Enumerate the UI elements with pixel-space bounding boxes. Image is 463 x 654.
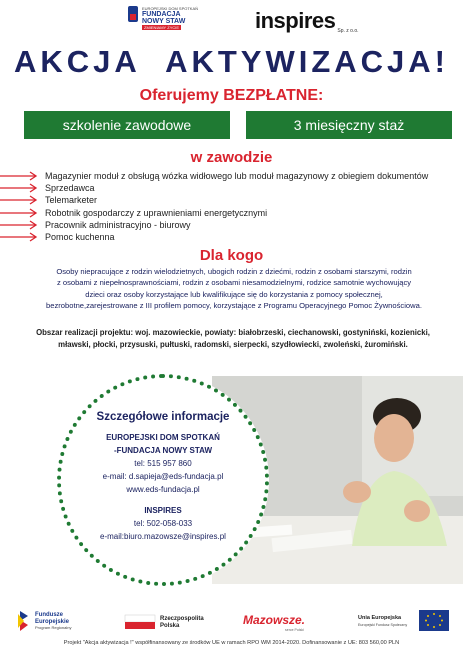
header-logos	[0, 6, 463, 36]
list-item: Magazynier moduł z obsługą wózka widłowego lub moduł magazynowy z obiegiem dokumentów	[0, 170, 463, 182]
offer-heading: Oferujemy BEZPŁATNE:	[139, 87, 324, 104]
org1-phone: tel: 515 957 860	[134, 459, 192, 468]
fundusze-europejskie-logo	[18, 611, 71, 631]
page-title: AKCJA AKTYWIZACJA!	[13, 44, 450, 79]
contact-info	[57, 411, 269, 543]
arrow-right-icon	[0, 183, 38, 193]
rp-line2: Polska	[160, 623, 180, 629]
footer-logos	[0, 606, 463, 636]
org1-email[interactable]: e-mail: d.sapieja@eds-fundacja.pl	[102, 472, 224, 481]
arrow-right-icon	[0, 195, 38, 205]
project-area: Obszar realizacji projektu: woj. mazowieckie, powiaty: białobrzeski, ciechanowski, gostyniński, kozienicki, mławski, płocki, przysuski, pułtuski, radomski, sierpecki, szydłowiecki, zwoleński, żuromiński.	[36, 328, 430, 349]
org1-name-line1: EUROPEJSKI DOM SPOTKAŃ	[106, 433, 220, 442]
rp-line1: Rzeczpospolita	[160, 616, 204, 622]
fe-line2: Europejskie	[35, 619, 70, 625]
funding-note: Projekt "Akcja aktywizacja !" współfinansowany ze środków UE w ramach RPO WM 2014-2020. Dofinansowanie z UE: 803 560,00 PLN	[63, 640, 400, 646]
offer-box-internship: 3 miesięczny staż	[246, 111, 452, 139]
org1-name-line2: -FUNDACJA NOWY STAW	[113, 446, 213, 455]
list-item: Robotnik gospodarczy z uprawnieniami energetycznymi	[0, 207, 463, 219]
fe-line1: Fundusze	[35, 612, 63, 618]
list-item: Sprzedawca	[0, 182, 463, 194]
arrow-right-icon	[0, 232, 38, 242]
fundacja-emblem-icon	[128, 6, 138, 22]
arrow-right-icon	[0, 208, 38, 218]
fundacja-nowy-staw-logo	[128, 6, 199, 34]
org2-email[interactable]: e-mail:biuro.mazowsze@inspires.pl	[100, 532, 226, 541]
contact-title: Szczegółowe informacje	[96, 411, 230, 423]
ue-line2: Europejski Fundusz Społeczny	[358, 623, 408, 627]
target-description: Osoby niepracujące z rodzin wielodzietnych, ubogich rodzin z dziećmi, rodzin z osobami starszymi, rodzin z osobami z niepełnosprawnościami, rodzin z osobami niesamodzielnymi, rodzice samotnie wychowujący dzieci oraz osoby korzystające lub kwalifikujące się do korzystania z pomocy społecznej, bezrobotne,zarejestrowane z III profilem pomocy, korzystające z Programu Operacyjnego Pomoc Żywnościowa.	[46, 267, 422, 310]
fundacja-logo-top: EUROPEJSKI DOM SPOTKAŃ	[142, 6, 199, 11]
jobs-heading: w zawodzie	[190, 149, 273, 166]
fundacja-logo-tagline: ZMIENIAMY ŻYCIE	[144, 25, 180, 30]
target-heading: Dla kogo	[199, 247, 264, 264]
offer-box-training: szkolenie zawodowe	[24, 111, 230, 139]
mazowsze-logo	[243, 613, 305, 632]
fundacja-logo-name: FUNDACJA NOWY STAW	[142, 11, 186, 25]
org2-phone: tel: 502-058-033	[133, 519, 193, 528]
list-item: Pracownik administracyjno - biurowy	[0, 219, 463, 231]
org2-name: INSPIRES	[144, 506, 182, 515]
list-item: Pomoc kuchenna	[0, 231, 463, 243]
inspires-logo: inspires Sp. z o.o.	[255, 8, 359, 34]
mazowsze-tag: serce Polski	[285, 628, 304, 632]
ue-line1: Unia Europejska	[358, 615, 402, 621]
fe-line3: Program Regionalny	[35, 625, 72, 630]
rzeczpospolita-polska-logo	[125, 615, 204, 629]
jobs-list	[0, 170, 463, 243]
arrow-right-icon	[0, 220, 38, 230]
unia-europejska-logo	[358, 610, 449, 631]
footer-logo-strip	[0, 606, 463, 636]
arrow-right-icon	[0, 171, 38, 181]
org1-website[interactable]: www.eds-fundacja.pl	[126, 485, 200, 494]
mazowsze-wordmark: Mazowsze.	[243, 613, 306, 627]
list-item: Telemarketer	[0, 194, 463, 206]
